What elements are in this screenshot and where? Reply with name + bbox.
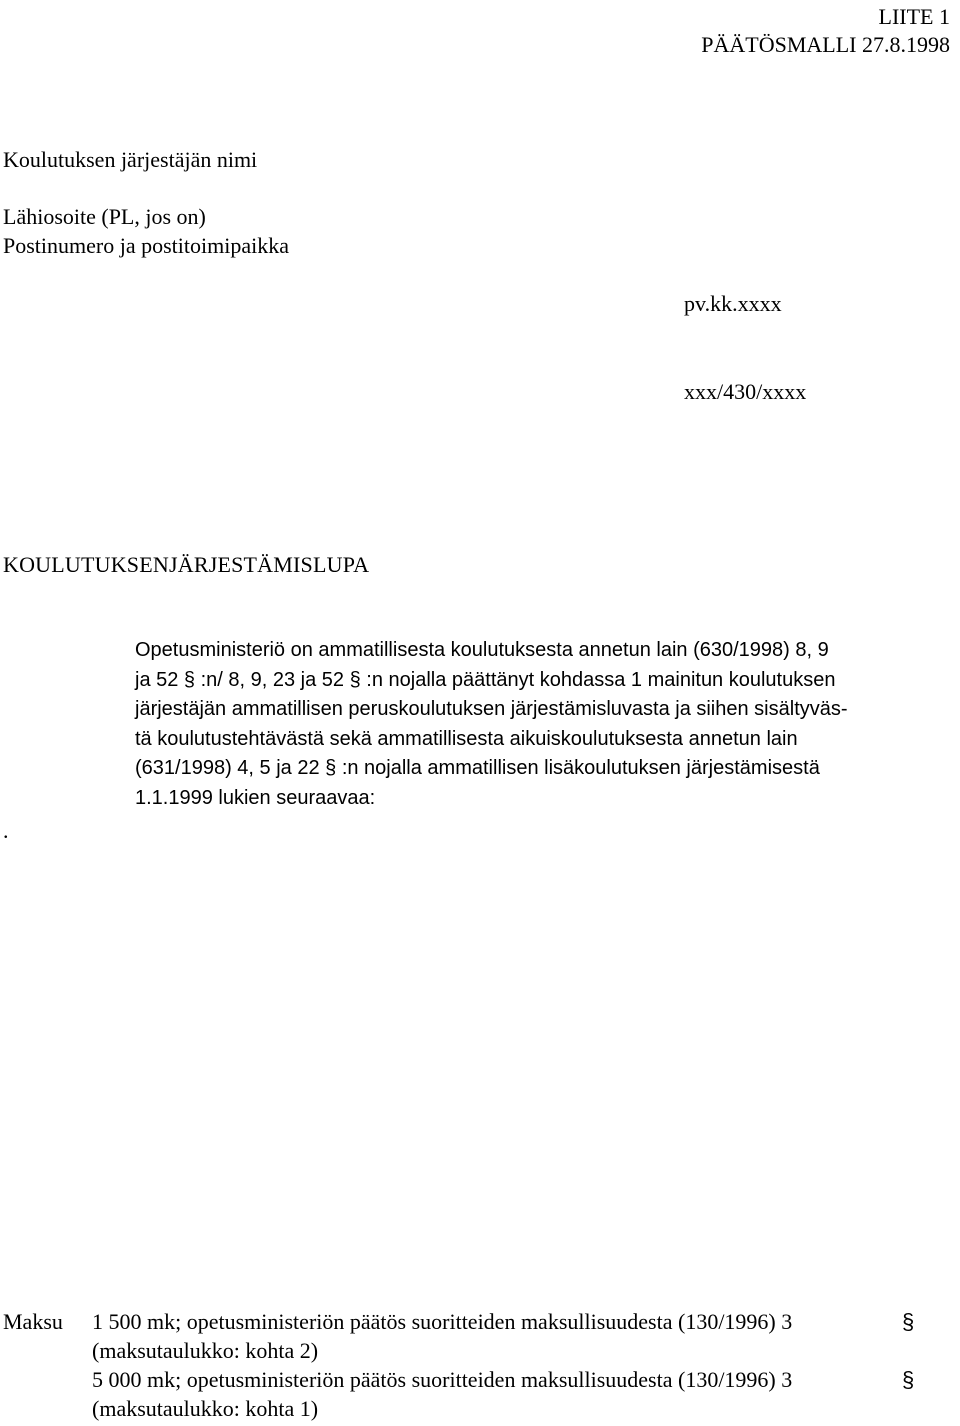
paragraph-line: tä koulutustehtävästä sekä ammatillisesta aikuiskoulutuksesta annetun lain [135,727,798,750]
section-sign-2: § [902,1367,915,1392]
section-sign-1: § [902,1309,915,1334]
paragraph-line: järjestäjän ammatillisen peruskoulutuksen järjestämisluvasta ja siihen sisältyväs- [135,698,848,720]
organizer-name: Koulutuksen järjestäjän nimi [3,147,258,172]
fee-line-4: (maksutaulukko: kohta 1) [92,1396,319,1421]
paragraph-line: 1.1.1999 lukien seuraavaa: [135,786,376,809]
document-date: pv.kk.xxxx [684,291,782,316]
paragraph-line: (631/1998) 4, 5 ja 22 § :n nojalla ammatillisen lisäkoulutuksen järjestämisestä [135,757,820,779]
margin-dot: . [3,818,9,843]
fee-line-3: 5 000 mk; opetusministeriön päätös suoritteiden maksullisuudesta (130/1996) 3 [92,1367,793,1392]
appendix-label: LIITE 1 [878,4,950,29]
fee-label: Maksu [3,1309,63,1334]
street-address: Lähiosoite (PL, jos on) [3,204,206,229]
fee-line-2: (maksutaulukko: kohta 2) [92,1338,319,1363]
fee-line-1: 1 500 mk; opetusministeriön päätös suoritteiden maksullisuudesta (130/1996) 3 [92,1309,793,1334]
decision-paragraph [135,636,950,813]
paragraph-line: Opetusministeriö on ammatillisesta koulutuksesta annetun lain (630/1998) 8, 9 [135,639,829,661]
document-title: KOULUTUKSENJÄRJESTÄMISLUPA [3,552,370,577]
reference-number: xxx/430/xxxx [684,379,807,404]
postal-address: Postinumero ja postitoimipaikka [3,233,289,258]
paragraph-line: ja 52 § :n/ 8, 9, 23 ja 52 § :n nojalla päättänyt kohdassa 1 mainitun koulutuksen [135,668,836,691]
decision-model-date: PÄÄTÖSMALLI 27.8.1998 [701,32,950,57]
